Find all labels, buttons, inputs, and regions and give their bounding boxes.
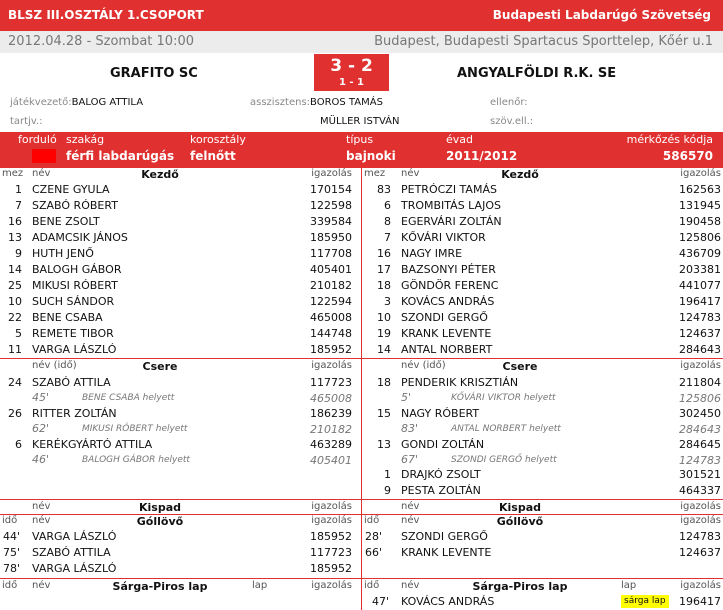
player-name: KOVÁCS ANDRÁS: [401, 295, 495, 308]
column-header: igazolás: [680, 580, 721, 591]
shirt-number: 83: [377, 183, 391, 196]
player-license: 190458: [679, 215, 721, 228]
player-license: 464337: [679, 484, 721, 497]
section-divider: [0, 578, 723, 579]
sub-replaced: BALOGH GÁBOR helyett: [82, 455, 190, 465]
tipus-value: bajnoki: [346, 149, 396, 163]
szovell-label: szöv.ell.:: [490, 116, 534, 127]
referee-name: BALOG ATTILA: [71, 97, 144, 108]
shirt-number: 8: [384, 215, 391, 228]
player-license: 131945: [679, 199, 721, 212]
sub-replaced-license: 210182: [310, 423, 352, 436]
shirt-number: 9: [15, 247, 22, 260]
federation-title: Budapesti Labdarúgó Szövetség: [492, 8, 711, 22]
column-header: név: [401, 501, 420, 512]
player-name: GONDI ZOLTÁN: [401, 438, 485, 451]
shirt-number: 14: [8, 263, 22, 276]
final-score: 3 - 2: [330, 56, 373, 76]
player-name: KŐVÁRI VIKTOR: [401, 231, 486, 244]
player-license: 185952: [310, 343, 352, 356]
player-name: NAGY RÓBERT: [401, 407, 480, 420]
player-license: 117708: [310, 247, 352, 260]
player-name: PENDERIK KRISZTIÁN: [401, 376, 519, 389]
column-header: név: [401, 168, 420, 179]
column-header: igazolás: [311, 501, 352, 512]
column-header: igazolás: [680, 168, 721, 179]
player-name: EGERVÁRI ZOLTÁN: [401, 215, 502, 228]
sub-minute: 62': [32, 422, 50, 435]
shirt-number: 6: [384, 199, 391, 212]
match-date: 2012.04.28 - Szombat 10:00: [8, 34, 194, 49]
player-license: 211804: [679, 376, 721, 389]
player-license: 124783: [679, 311, 721, 324]
column-header: név: [401, 515, 420, 526]
sub-replaced-license: 124783: [679, 454, 721, 467]
player-name: BAZSONYI PÉTER: [401, 263, 496, 276]
section-title: Sárga-Piros lap: [112, 580, 208, 593]
player-name: NAGY IMRE: [401, 247, 463, 260]
column-header: igazolás: [680, 360, 721, 371]
player-license: 441077: [679, 279, 721, 292]
shirt-number: 5: [15, 327, 22, 340]
round-marker: [32, 149, 56, 163]
column-header: igazolás: [311, 168, 352, 179]
player-name: KRANK LEVENTE: [401, 327, 492, 340]
goal-minute: 75': [3, 546, 21, 559]
column-header: név: [401, 580, 420, 591]
player-name: TROMBITÁS LAJOS: [401, 199, 501, 212]
player-license: 122594: [310, 295, 352, 308]
evad-value: 2011/2012: [446, 149, 518, 163]
player-name: BENE ZSOLT: [32, 215, 100, 228]
goal-minute: 44': [3, 530, 21, 543]
player-license: 122598: [310, 199, 352, 212]
player-license: 162563: [679, 183, 721, 196]
section-title: Kispad: [138, 501, 181, 514]
column-header: név: [32, 168, 51, 179]
player-license: 185950: [310, 231, 352, 244]
player-license: 117723: [310, 376, 352, 389]
shirt-number: 10: [8, 295, 22, 308]
assistant2-name: MÜLLER ISTVÁN: [320, 116, 400, 127]
section-title: Csere: [502, 360, 538, 373]
player-license: 210182: [310, 279, 352, 292]
player-name: ANTAL NORBERT: [401, 343, 493, 356]
shirt-number: 11: [8, 343, 22, 356]
match-venue: Budapest, Budapesti Spartacus Sporttelep, Kőér u.1: [374, 34, 713, 49]
player-license: 203381: [679, 263, 721, 276]
score-box: [314, 54, 389, 91]
column-header: idő: [2, 515, 18, 526]
league-title: BLSZ III.OSZTÁLY 1.CSOPORT: [8, 8, 204, 22]
player-name: SZABÓ RÓBERT: [32, 199, 118, 212]
observer-label: ellenőr:: [490, 97, 528, 108]
sub-minute: 83': [401, 422, 419, 435]
shirt-number: 19: [377, 327, 391, 340]
sub-replaced-license: 284643: [679, 423, 721, 436]
column-header: igazolás: [680, 501, 721, 512]
shirt-number: 18: [377, 279, 391, 292]
player-name: BALOGH GÁBOR: [32, 263, 122, 276]
player-name: SZONDI GERGŐ: [401, 311, 488, 324]
referee-row: játékvezető:BALOG ATTILA: [10, 97, 144, 108]
player-name: KERÉKGYÁRTÓ ATTILA: [32, 438, 153, 451]
column-header: név: [32, 501, 51, 512]
player-name: SZABÓ ATTILA: [32, 376, 111, 389]
scorer-license: 124783: [679, 530, 721, 543]
player-name: ADAMCSIK JÁNOS: [32, 231, 128, 244]
player-license: 144748: [310, 327, 352, 340]
goal-minute: 78': [3, 562, 21, 575]
shirt-number: 13: [8, 231, 22, 244]
section-divider: [0, 167, 723, 168]
scorer-license: 185952: [310, 530, 352, 543]
player-name: GÖNDÖR FERENC: [401, 279, 499, 292]
section-title: Csere: [142, 360, 178, 373]
home-team: GRAFITO SC: [110, 66, 198, 81]
player-license: 186239: [310, 407, 352, 420]
column-header: idő: [364, 580, 380, 591]
player-name: HUTH JENŐ: [32, 247, 94, 260]
player-license: 339584: [310, 215, 352, 228]
card-player-license: 196417: [679, 595, 721, 608]
goal-minute: 28': [365, 530, 383, 543]
sub-replaced: MIKUSI RÓBERT helyett: [82, 424, 188, 434]
scorer-name: VARGA LÁSZLÓ: [32, 562, 117, 575]
column-header: lap: [621, 580, 637, 591]
shirt-number: 24: [8, 376, 22, 389]
column-header: lap: [252, 580, 268, 591]
sub-replaced-license: 125806: [679, 392, 721, 405]
column-header: idő: [364, 515, 380, 526]
shirt-number: 3: [384, 295, 391, 308]
player-license: 124637: [679, 327, 721, 340]
header-bar: [0, 0, 723, 31]
shirt-number: 17: [377, 263, 391, 276]
scorer-license: 185952: [310, 562, 352, 575]
sub-replaced-license: 465008: [310, 392, 352, 405]
scorer-name: KRANK LEVENTE: [401, 546, 492, 559]
shirt-number: 16: [377, 247, 391, 260]
assistant-row: asszisztens:BOROS TAMÁS: [250, 97, 383, 108]
shirt-number: 15: [377, 407, 391, 420]
player-name: VARGA LÁSZLÓ: [32, 343, 117, 356]
column-header: mez: [364, 168, 386, 179]
column-header: név (idő): [401, 360, 446, 371]
away-team: ANGYALFÖLDI R.K. SE: [457, 66, 617, 81]
sub-minute: 67': [401, 453, 419, 466]
sub-replaced: BENE CSABA helyett: [82, 393, 175, 403]
sub-minute: 46': [32, 453, 50, 466]
sub-replaced: SZONDI GERGŐ helyett: [451, 455, 557, 465]
yellow-card-badge: sárga lap: [621, 595, 669, 608]
shirt-number: 22: [8, 311, 22, 324]
player-license: 301521: [679, 468, 721, 481]
player-name: DRAJKÓ ZSOLT: [401, 468, 481, 481]
shirt-number: 1: [15, 183, 22, 196]
sub-replaced-license: 405401: [310, 454, 352, 467]
shirt-number: 9: [384, 484, 391, 497]
section-divider: [0, 358, 723, 359]
player-license: 405401: [310, 263, 352, 276]
player-name: REMETE TIBOR: [32, 327, 114, 340]
card-minute: 47': [372, 595, 390, 608]
sub-replaced: KŐVÁRI VIKTOR helyett: [451, 393, 556, 403]
scorer-license: 117723: [310, 546, 352, 559]
player-license: 170154: [310, 183, 352, 196]
player-license: 125806: [679, 231, 721, 244]
section-title: Kispad: [498, 501, 541, 514]
player-name: PESTA ZOLTÁN: [401, 484, 481, 497]
player-license: 284643: [679, 343, 721, 356]
sub-minute: 5': [401, 391, 412, 404]
column-header: név: [32, 580, 51, 591]
player-name: CZENE GYULA: [32, 183, 110, 196]
player-name: PETRÓCZI TAMÁS: [401, 183, 497, 196]
shirt-number: 16: [8, 215, 22, 228]
sub-minute: 45': [32, 391, 50, 404]
player-name: MIKUSI RÓBERT: [32, 279, 118, 292]
goal-minute: 66': [365, 546, 383, 559]
section-divider: [0, 499, 723, 500]
shirt-number: 1: [384, 468, 391, 481]
shirt-number: 10: [377, 311, 391, 324]
player-license: 302450: [679, 407, 721, 420]
shirt-number: 13: [377, 438, 391, 451]
date-bar: [0, 31, 723, 53]
section-divider: [0, 514, 723, 515]
info-bar: forduló szakág férfi labdarúgás korosztály felnőtt típus bajnoki évad 2011/2012 mérkőzés kódja 586570: [0, 132, 723, 167]
scorer-name: SZONDI GERGŐ: [401, 530, 488, 543]
player-license: 284645: [679, 438, 721, 451]
column-header: név: [32, 515, 51, 526]
section-title: Góllövő: [136, 515, 184, 528]
scorer-name: VARGA LÁSZLÓ: [32, 530, 117, 543]
card-player-name: KOVÁCS ANDRÁS: [401, 595, 495, 608]
shirt-number: 25: [8, 279, 22, 292]
half-score: 1 - 1: [338, 77, 365, 88]
column-header: mez: [2, 168, 24, 179]
player-name: RITTER ZOLTÁN: [32, 407, 117, 420]
section-title: Kezdő: [501, 168, 539, 181]
player-name: BENE CSABA: [32, 311, 103, 324]
scorer-license: 124637: [679, 546, 721, 559]
column-header: igazolás: [311, 580, 352, 591]
column-header: igazolás: [680, 515, 721, 526]
section-title: Kezdő: [141, 168, 179, 181]
shirt-number: 6: [15, 438, 22, 451]
korosztaly-value: felnőtt: [190, 149, 236, 163]
szakag-value: férfi labdarúgás: [66, 149, 175, 163]
match-code: 586570: [662, 149, 713, 163]
shirt-number: 14: [377, 343, 391, 356]
section-title: Góllövő: [496, 515, 544, 528]
tartjv-label: tartjv.:: [10, 116, 43, 127]
assistant1-name: BOROS TAMÁS: [310, 97, 383, 108]
section-title: Sárga-Piros lap: [472, 580, 568, 593]
player-license: 463289: [310, 438, 352, 451]
scorer-name: SZABÓ ATTILA: [32, 546, 111, 559]
shirt-number: 7: [15, 199, 22, 212]
player-license: 465008: [310, 311, 352, 324]
player-license: 436709: [679, 247, 721, 260]
column-header: igazolás: [311, 515, 352, 526]
player-name: SUCH SÁNDOR: [32, 295, 115, 308]
shirt-number: 7: [384, 231, 391, 244]
shirt-number: 18: [377, 376, 391, 389]
player-license: 196417: [679, 295, 721, 308]
column-header: idő: [2, 580, 18, 591]
sub-replaced: ANTAL NORBERT helyett: [451, 424, 561, 434]
column-header: igazolás: [311, 360, 352, 371]
shirt-number: 26: [8, 407, 22, 420]
column-header: név (idő): [32, 360, 77, 371]
